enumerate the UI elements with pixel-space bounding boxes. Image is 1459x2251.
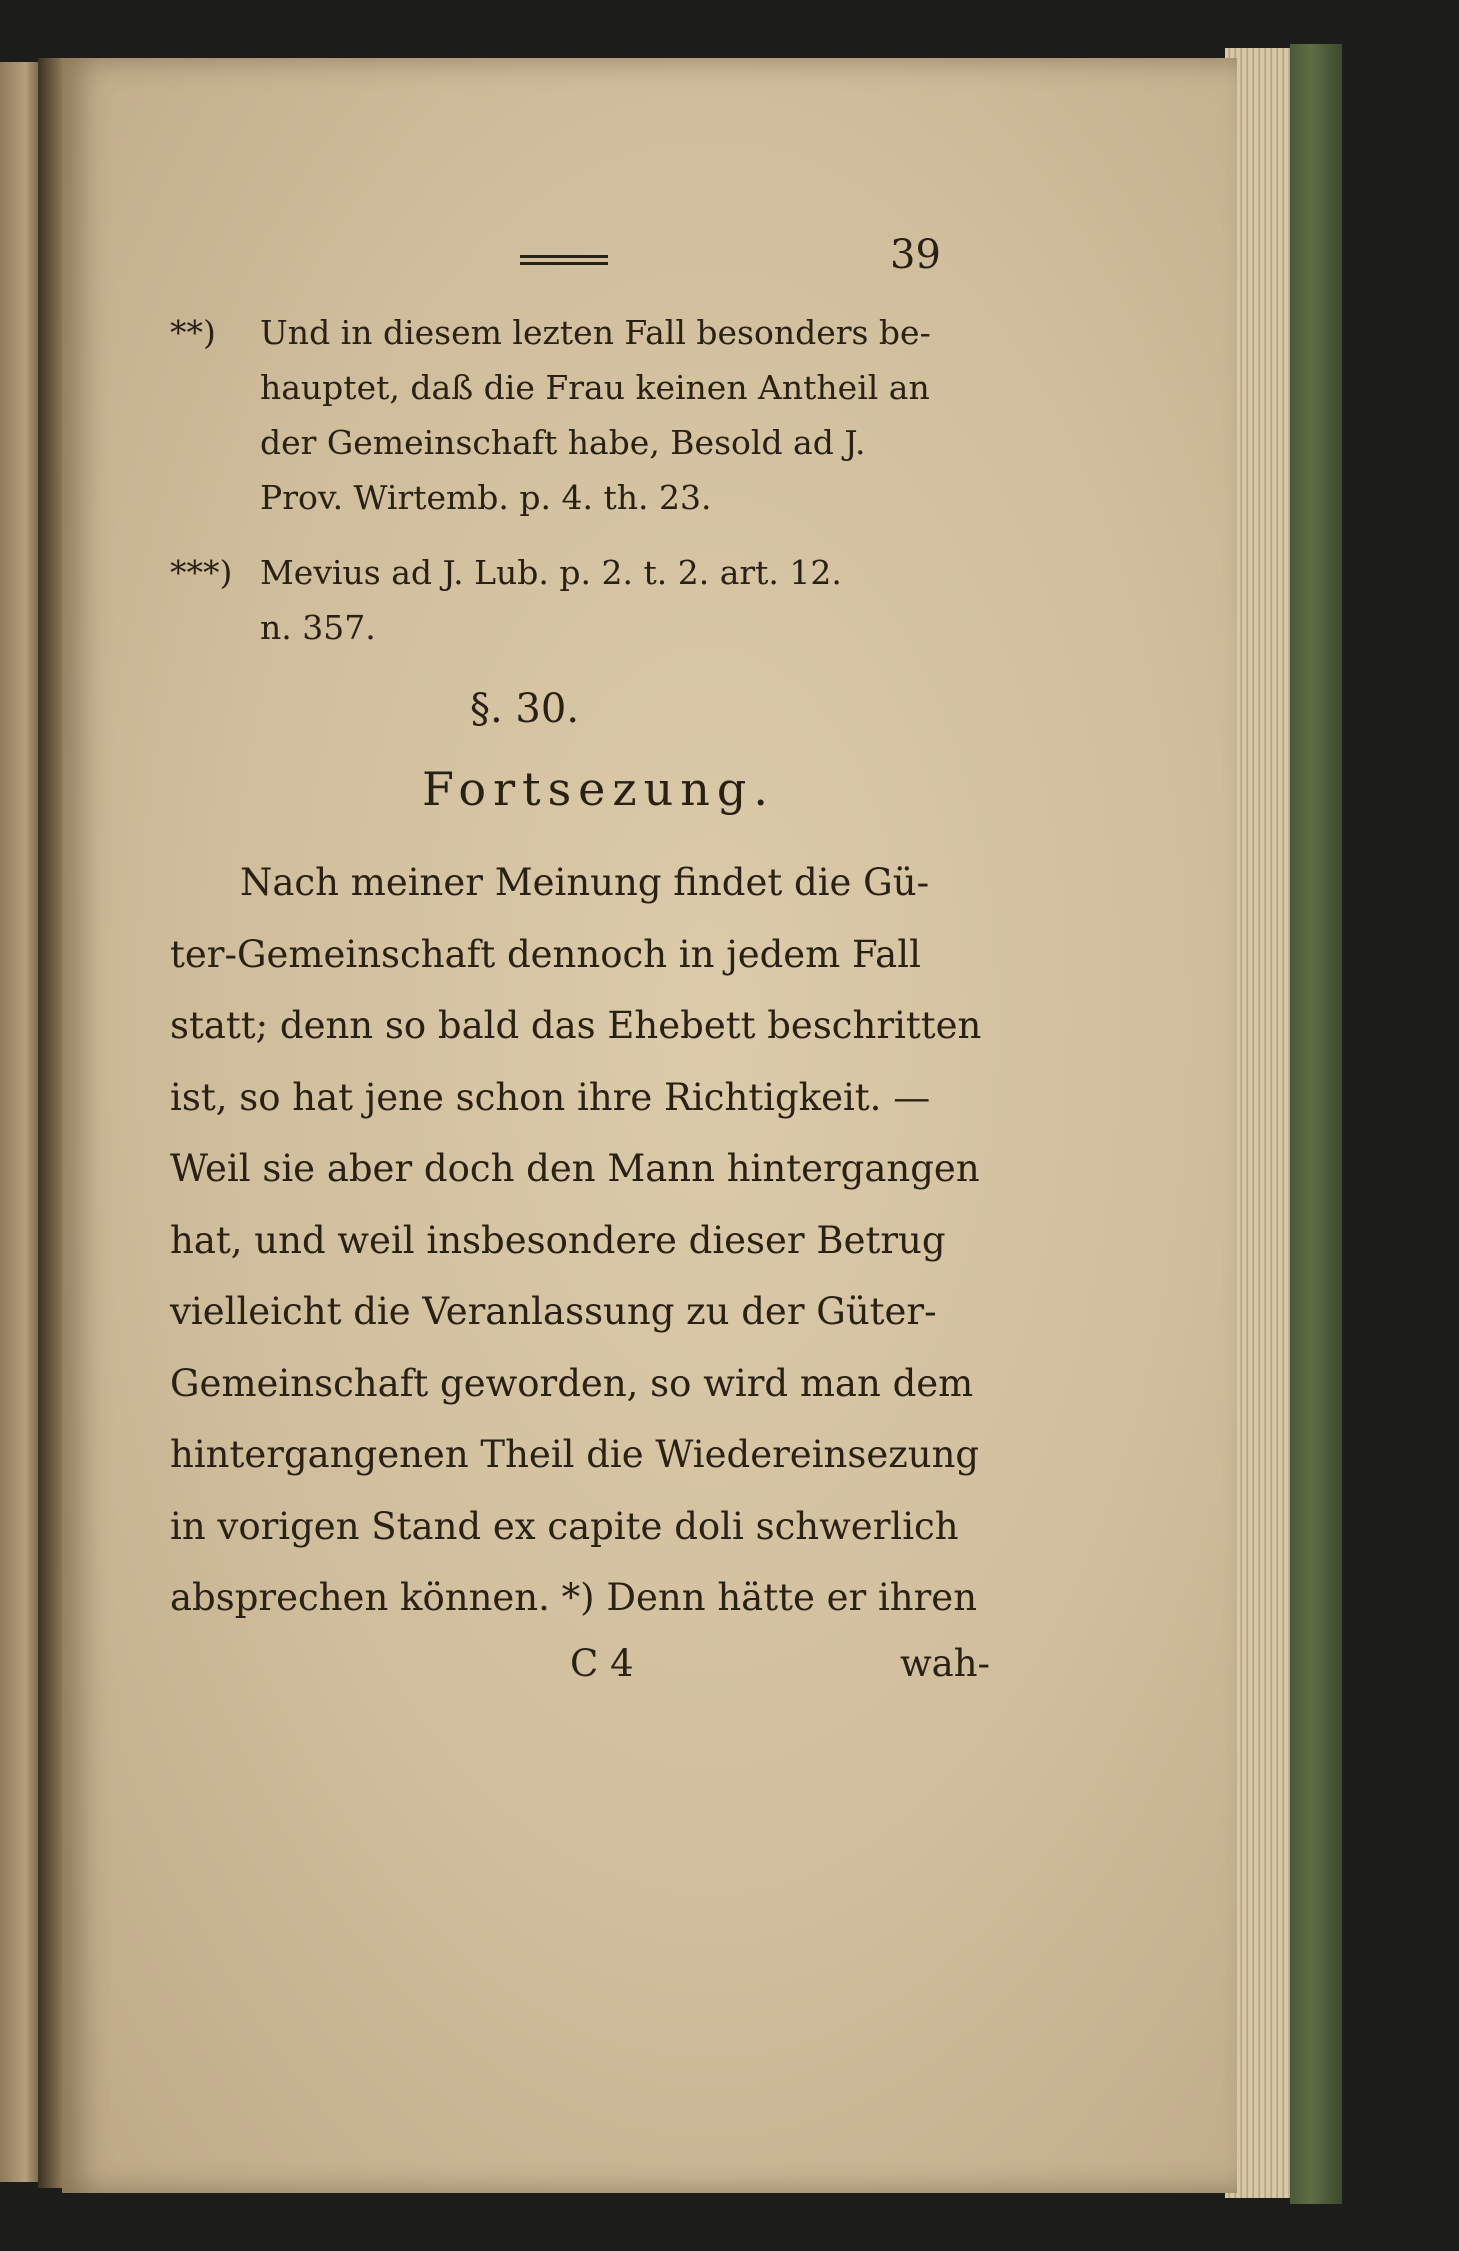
footnote-line: Mevius ad J. Lub. p. 2. t. 2. art. 12. <box>260 553 842 592</box>
header-rule <box>520 255 608 258</box>
body-line: hintergangenen Theil die Wiedereinsezung <box>170 1433 980 1476</box>
signature-mark: C 4 <box>570 1641 634 1685</box>
body-line: ter-Gemeinschaft dennoch in jedem Fall <box>170 932 921 976</box>
footnote <box>170 305 1000 525</box>
page-number: 39 <box>890 232 941 278</box>
footnote-line: der Gemeinschaft habe, Besold ad J. <box>260 423 866 462</box>
footnote-line: Prov. Wirtemb. p. 4. th. 23. <box>260 478 712 517</box>
page-content <box>170 232 1000 1702</box>
body-line: Gemeinschaft geworden, so wird man dem <box>170 1361 974 1405</box>
footnote-mark: **) <box>170 313 216 352</box>
footnote-line: Und in diesem lezten Fall besonders be- <box>260 313 931 352</box>
catchword: wah- <box>900 1641 991 1685</box>
body-line: ist, so hat jene schon ihre Richtigkeit. — <box>170 1075 931 1119</box>
body-paragraph <box>170 847 1000 1634</box>
page-footer <box>170 1642 1000 1702</box>
left-page-edge <box>0 62 42 2182</box>
body-line: in vorigen Stand ex capite doli schwerlich <box>170 1504 959 1548</box>
footnote <box>170 545 1000 655</box>
footnote-line: n. 357. <box>260 608 376 647</box>
section-heading: Fortsezung. <box>422 762 775 816</box>
body-line: statt; denn so bald das Ehebett beschritten <box>170 1004 982 1047</box>
body-line: Weil sie aber doch den Mann hintergangen <box>170 1147 980 1190</box>
footnote-line: hauptet, daß die Frau keinen Antheil an <box>260 368 930 407</box>
page-header <box>170 232 1000 305</box>
body-line: Nach meiner Meinung findet die Gü- <box>240 861 930 904</box>
body-line: absprechen können. *) Denn hätte er ihren <box>170 1576 978 1619</box>
body-line: hat, und weil insbesondere dieser Betrug <box>170 1218 946 1262</box>
section-number: §. 30. <box>470 686 580 732</box>
footnote-mark: ***) <box>170 553 233 592</box>
book-cover-edge <box>1290 44 1342 2204</box>
body-line: vielleicht die Veranlassung zu der Güter- <box>170 1290 937 1333</box>
